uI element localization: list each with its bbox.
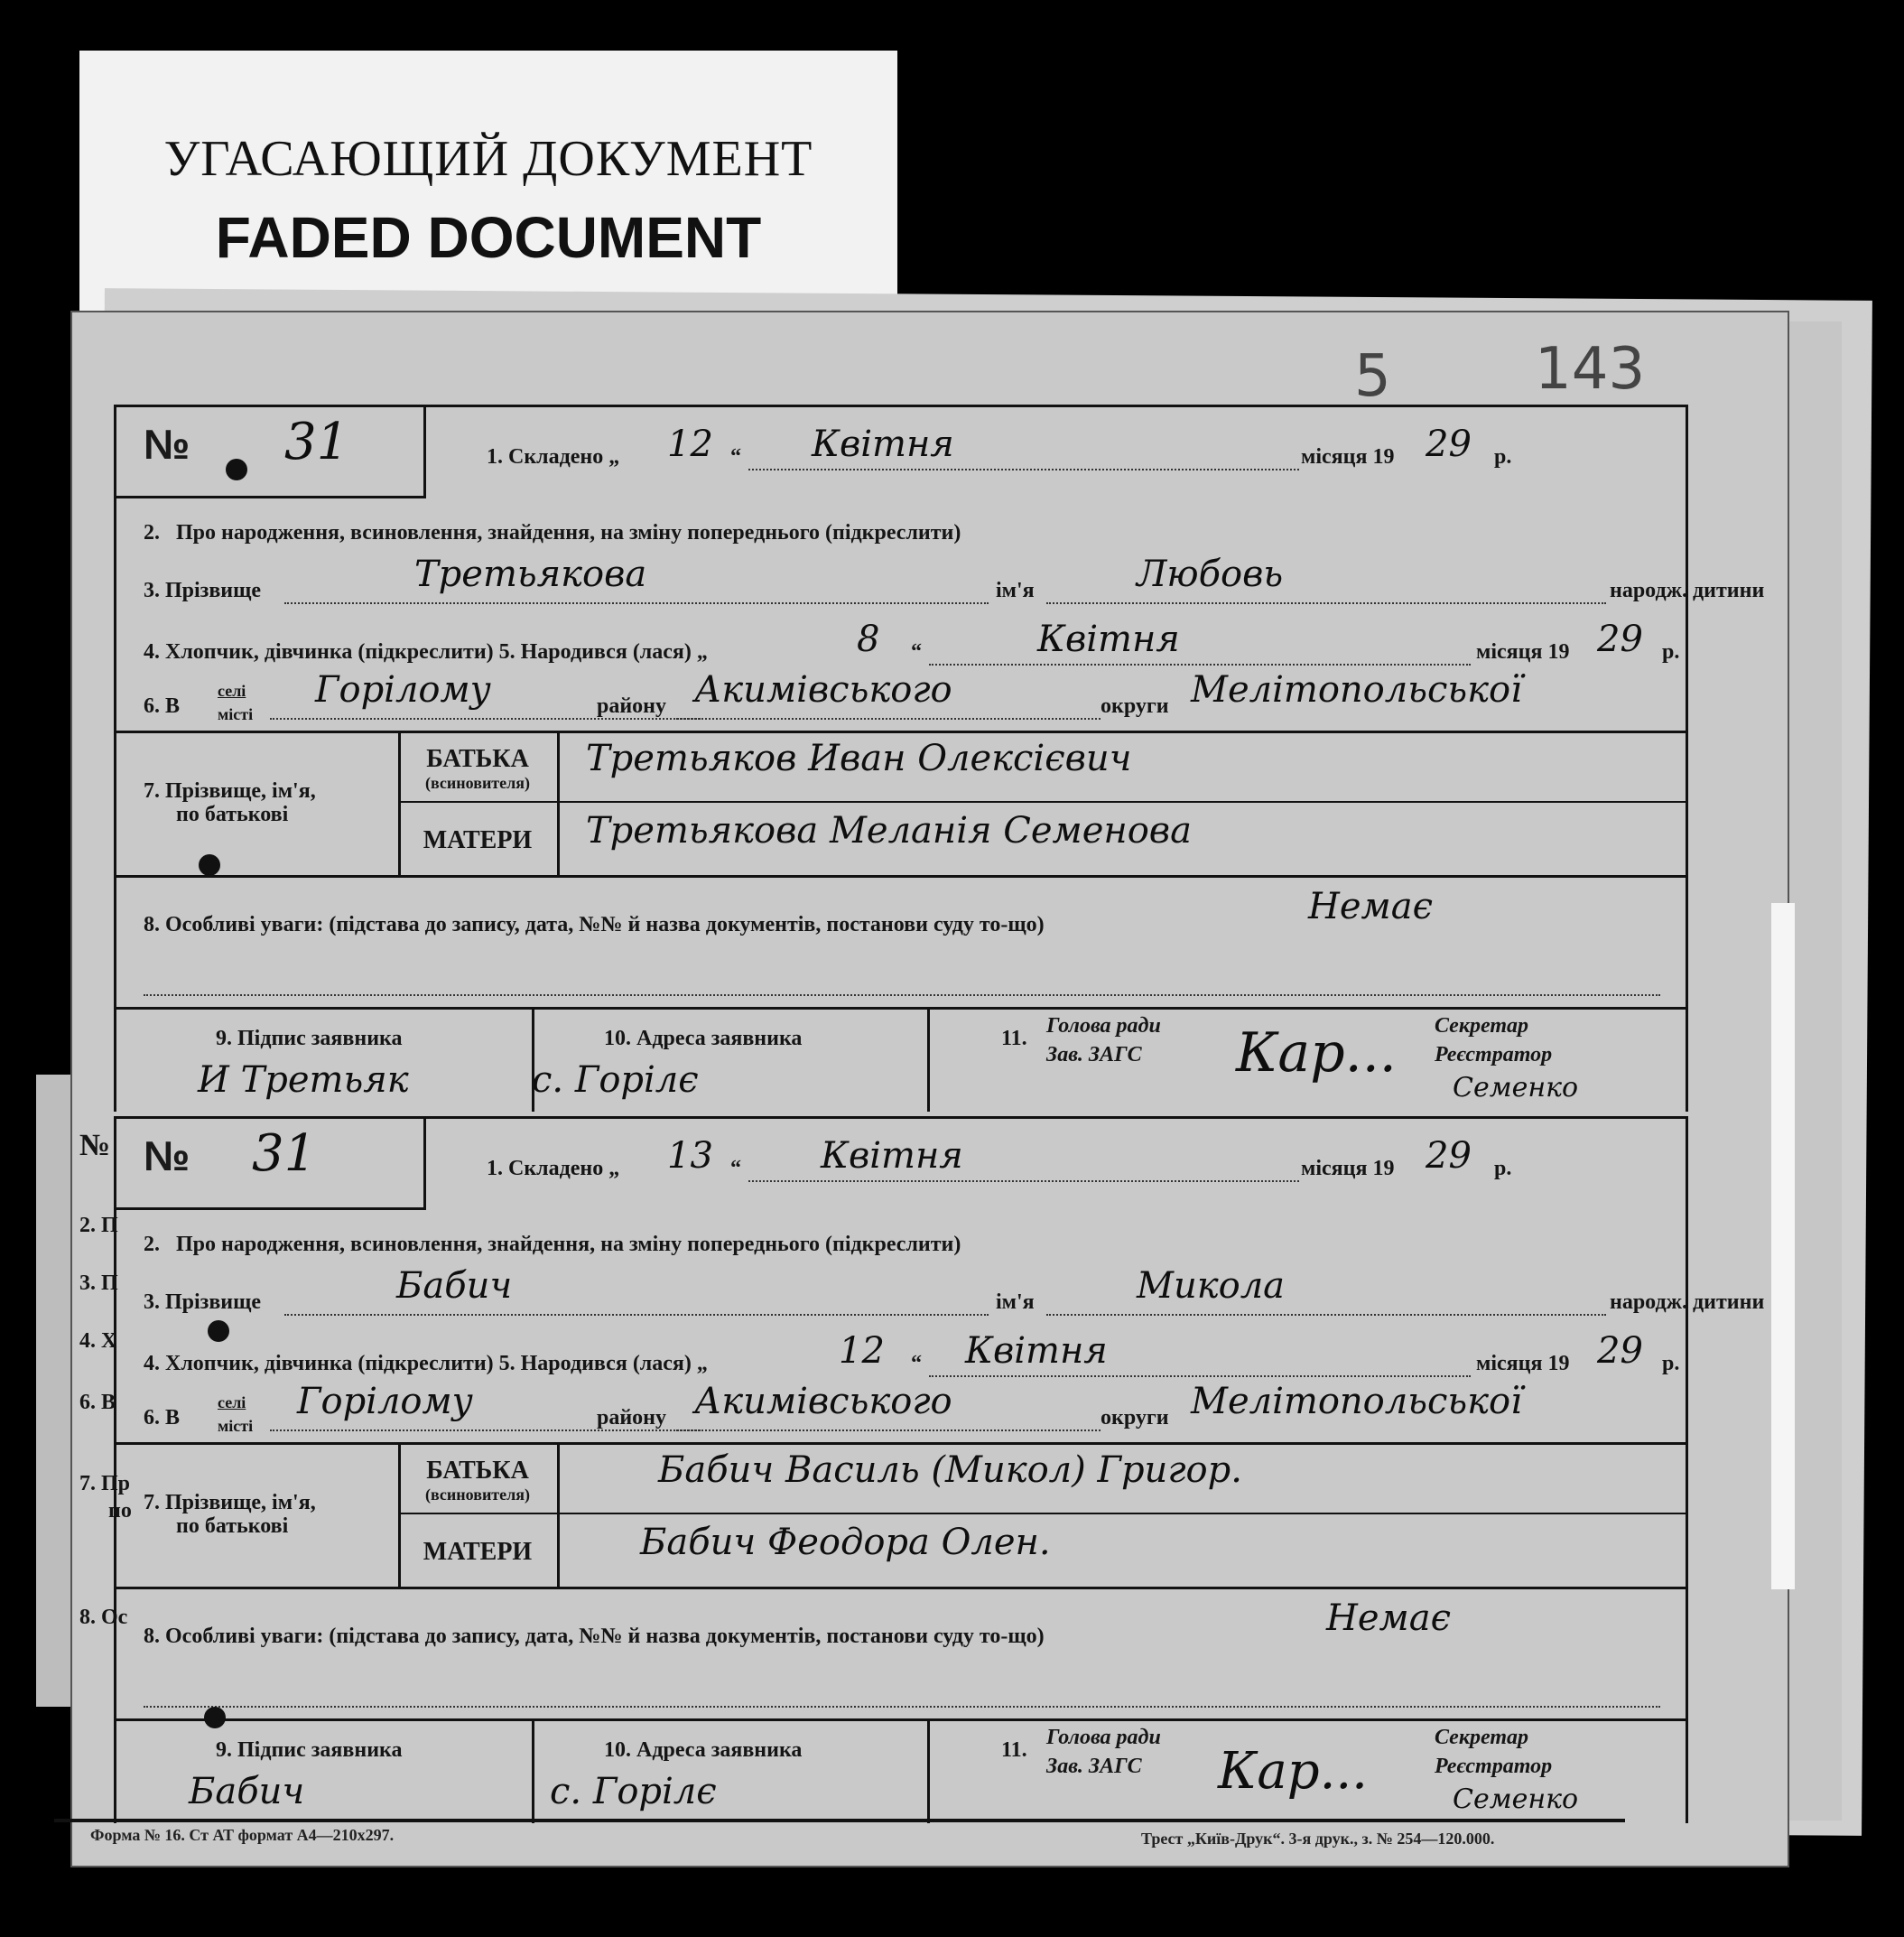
record-year: 29 (1426, 424, 1472, 465)
surname-value: Бабич (396, 1265, 513, 1307)
father-name: Бабич Василь (Микол) Григор. (658, 1449, 1242, 1491)
father-sublabel: (всиновителя) (425, 774, 530, 792)
year-suffix: р. (1494, 1157, 1512, 1180)
quote-mark: “ (911, 1352, 922, 1375)
mother-name: Бабич Феодора Олен. (640, 1522, 1051, 1563)
margin-fragment: 8. Ос (79, 1606, 128, 1629)
secretary-signature: Семенко (1453, 1072, 1579, 1104)
village-option: селі (218, 682, 246, 700)
head-signature: Кар... (1236, 1021, 1397, 1085)
record-day: 12 (667, 424, 713, 465)
number-sign: № (144, 1132, 190, 1179)
surname-label: 3. Прізвище (144, 579, 262, 602)
field-11-num: 11. (1001, 1738, 1027, 1762)
margin-fragment: 4. Х (79, 1329, 117, 1353)
okrug-value: Мелітопольської (1191, 1381, 1522, 1422)
year-suffix: р. (1494, 445, 1512, 469)
month-label: місяця 19 (1301, 1157, 1395, 1180)
year-suffix: р. (1662, 1352, 1680, 1375)
parents-label: 7. Прізвище, ім'я, (144, 779, 316, 803)
council-head-label: Голова ради (1046, 1014, 1161, 1038)
margin-fragment: по (108, 1499, 132, 1523)
record-month: Квітня (812, 424, 954, 465)
bottom-rule (54, 1819, 1625, 1822)
mother-label: МАТЕРИ (423, 1538, 533, 1566)
place-label: 6. В (144, 694, 181, 718)
quote-mark: “ (911, 640, 922, 664)
district-value: Акимівського (694, 669, 952, 711)
ink-blot (226, 459, 247, 480)
registrar-label: Реєстратор (1435, 1043, 1553, 1066)
record-month: Квітня (821, 1135, 963, 1177)
notes-value: Немає (1308, 886, 1433, 927)
field-2-num: 2. (144, 521, 160, 545)
record-number: 31 (284, 413, 349, 471)
applicant-signature-label: 9. Підпис заявника (216, 1738, 403, 1762)
child-label: народж. дитини (1610, 1290, 1765, 1314)
given-name-value: Микола (1137, 1265, 1286, 1307)
okrug-label: округи (1101, 1406, 1169, 1429)
pencil-mark-a: 5 (1354, 343, 1391, 410)
margin-fragment: 6. В (79, 1391, 116, 1414)
applicant-signature: И Третьяк (198, 1059, 409, 1101)
applicant-address-label: 10. Адреса заявника (604, 1027, 803, 1050)
village-value: Горілому (315, 669, 491, 711)
parents-label-2: по батькові (176, 1514, 289, 1538)
month-label: місяця 19 (1476, 640, 1570, 664)
father-name: Третьяков Иван Олексієвич (586, 738, 1132, 779)
given-name-label: ім'я (996, 579, 1035, 602)
field-1-label: 1. Складено „ (487, 445, 620, 469)
record-number: 31 (252, 1124, 317, 1183)
field-2-label: Про народження, всиновлення, знайдення, на зміну попереднього (підкреслити) (176, 1233, 961, 1256)
district-label: району (597, 694, 667, 718)
council-head-label: Голова ради (1046, 1726, 1161, 1749)
applicant-address: с. Горілє (550, 1771, 717, 1812)
secretary-label: Секретар (1435, 1014, 1528, 1038)
zags-head-label: Зав. ЗАГС (1046, 1755, 1142, 1778)
record-card-1 (114, 405, 1765, 1112)
father-label: БАТЬКА (426, 1457, 529, 1485)
place-label: 6. В (144, 1406, 181, 1429)
field-2-num: 2. (144, 1233, 160, 1256)
secretary-label: Секретар (1435, 1726, 1528, 1749)
sex-birth-label: 4. Хлопчик, дівчинка (підкреслити) 5. Народився (лася) „ (144, 1352, 708, 1375)
margin-fragment: 7. Пр (79, 1472, 131, 1495)
month-label: місяця 19 (1476, 1352, 1570, 1375)
father-sublabel: (всиновителя) (425, 1485, 530, 1504)
head-signature: Кар... (1218, 1742, 1368, 1801)
district-label: району (597, 1406, 667, 1429)
village-option: селі (218, 1393, 246, 1411)
village-value: Горілому (297, 1381, 473, 1422)
form-footer-left: Форма № 16. Ст АТ формат А4—210х297. (90, 1826, 395, 1844)
applicant-address: с. Горілє (532, 1059, 699, 1101)
notes-label: 8. Особливі уваги: (підстава до запису, дата, №№ й назва документів, постанови суду то-що) (144, 913, 1045, 936)
quote-mark: “ (730, 1157, 741, 1180)
birth-year: 29 (1597, 619, 1643, 660)
surname-value: Третьякова (414, 554, 647, 595)
faded-document-label (79, 51, 897, 321)
notes-label: 8. Особливі уваги: (підстава до запису, дата, №№ й назва документів, постанови суду то-що) (144, 1625, 1045, 1648)
form-footer-right: Трест „Київ-Друк“. 3-я друк., з. № 254—120.000. (1141, 1830, 1495, 1848)
applicant-address-label: 10. Адреса заявника (604, 1738, 803, 1762)
given-name-value: Любовь (1137, 554, 1284, 595)
pencil-mark-b: 143 (1535, 336, 1646, 403)
applicant-signature: Бабич (189, 1771, 305, 1812)
city-option: місті (218, 705, 254, 723)
field-2-label: Про народження, всиновлення, знайдення, на зміну попереднього (підкреслити) (176, 521, 961, 545)
quote-mark: “ (730, 445, 741, 469)
number-sign: № (144, 421, 190, 468)
record-year: 29 (1426, 1135, 1472, 1177)
birth-day: 8 (857, 619, 880, 660)
okrug-label: округи (1101, 694, 1169, 718)
mother-name: Третьякова Меланія Семенова (586, 810, 1192, 852)
zags-head-label: Зав. ЗАГС (1046, 1043, 1142, 1066)
birth-month: Квітня (965, 1330, 1108, 1372)
white-edge-strip (1771, 903, 1795, 1589)
margin-fragment: 3. П (79, 1271, 118, 1295)
ink-blot (204, 1707, 226, 1728)
okrug-value: Мелітопольської (1191, 669, 1522, 711)
margin-fragment: 2. П (79, 1214, 118, 1237)
label-russian: УГАСАЮЩИЙ ДОКУМЕНТ (163, 131, 813, 187)
ink-blot (199, 854, 220, 876)
label-english: FADED DOCUMENT (215, 205, 762, 270)
record-card-2 (114, 1116, 1765, 1823)
district-value: Акимівського (694, 1381, 952, 1422)
parents-label: 7. Прізвище, ім'я, (144, 1491, 316, 1514)
registrar-label: Реєстратор (1435, 1755, 1553, 1778)
surname-label: 3. Прізвище (144, 1290, 262, 1314)
birth-month: Квітня (1037, 619, 1180, 660)
notes-value: Немає (1326, 1597, 1451, 1639)
month-label: місяця 19 (1301, 445, 1395, 469)
record-day: 13 (667, 1135, 713, 1177)
secretary-signature: Семенко (1453, 1783, 1579, 1815)
birth-year: 29 (1597, 1330, 1643, 1372)
year-suffix: р. (1662, 640, 1680, 664)
birth-day: 12 (839, 1330, 885, 1372)
sex-birth-label: 4. Хлопчик, дівчинка (підкреслити) 5. Народився (лася) „ (144, 640, 708, 664)
ink-blot (208, 1320, 229, 1342)
parents-label-2: по батькові (176, 803, 289, 826)
given-name-label: ім'я (996, 1290, 1035, 1314)
field-1-label: 1. Складено „ (487, 1157, 620, 1180)
field-11-num: 11. (1001, 1027, 1027, 1050)
margin-fragment: № (79, 1129, 111, 1162)
city-option: місті (218, 1417, 254, 1435)
applicant-signature-label: 9. Підпис заявника (216, 1027, 403, 1050)
child-label: народж. дитини (1610, 579, 1765, 602)
mother-label: МАТЕРИ (423, 826, 533, 854)
father-label: БАТЬКА (426, 745, 529, 773)
